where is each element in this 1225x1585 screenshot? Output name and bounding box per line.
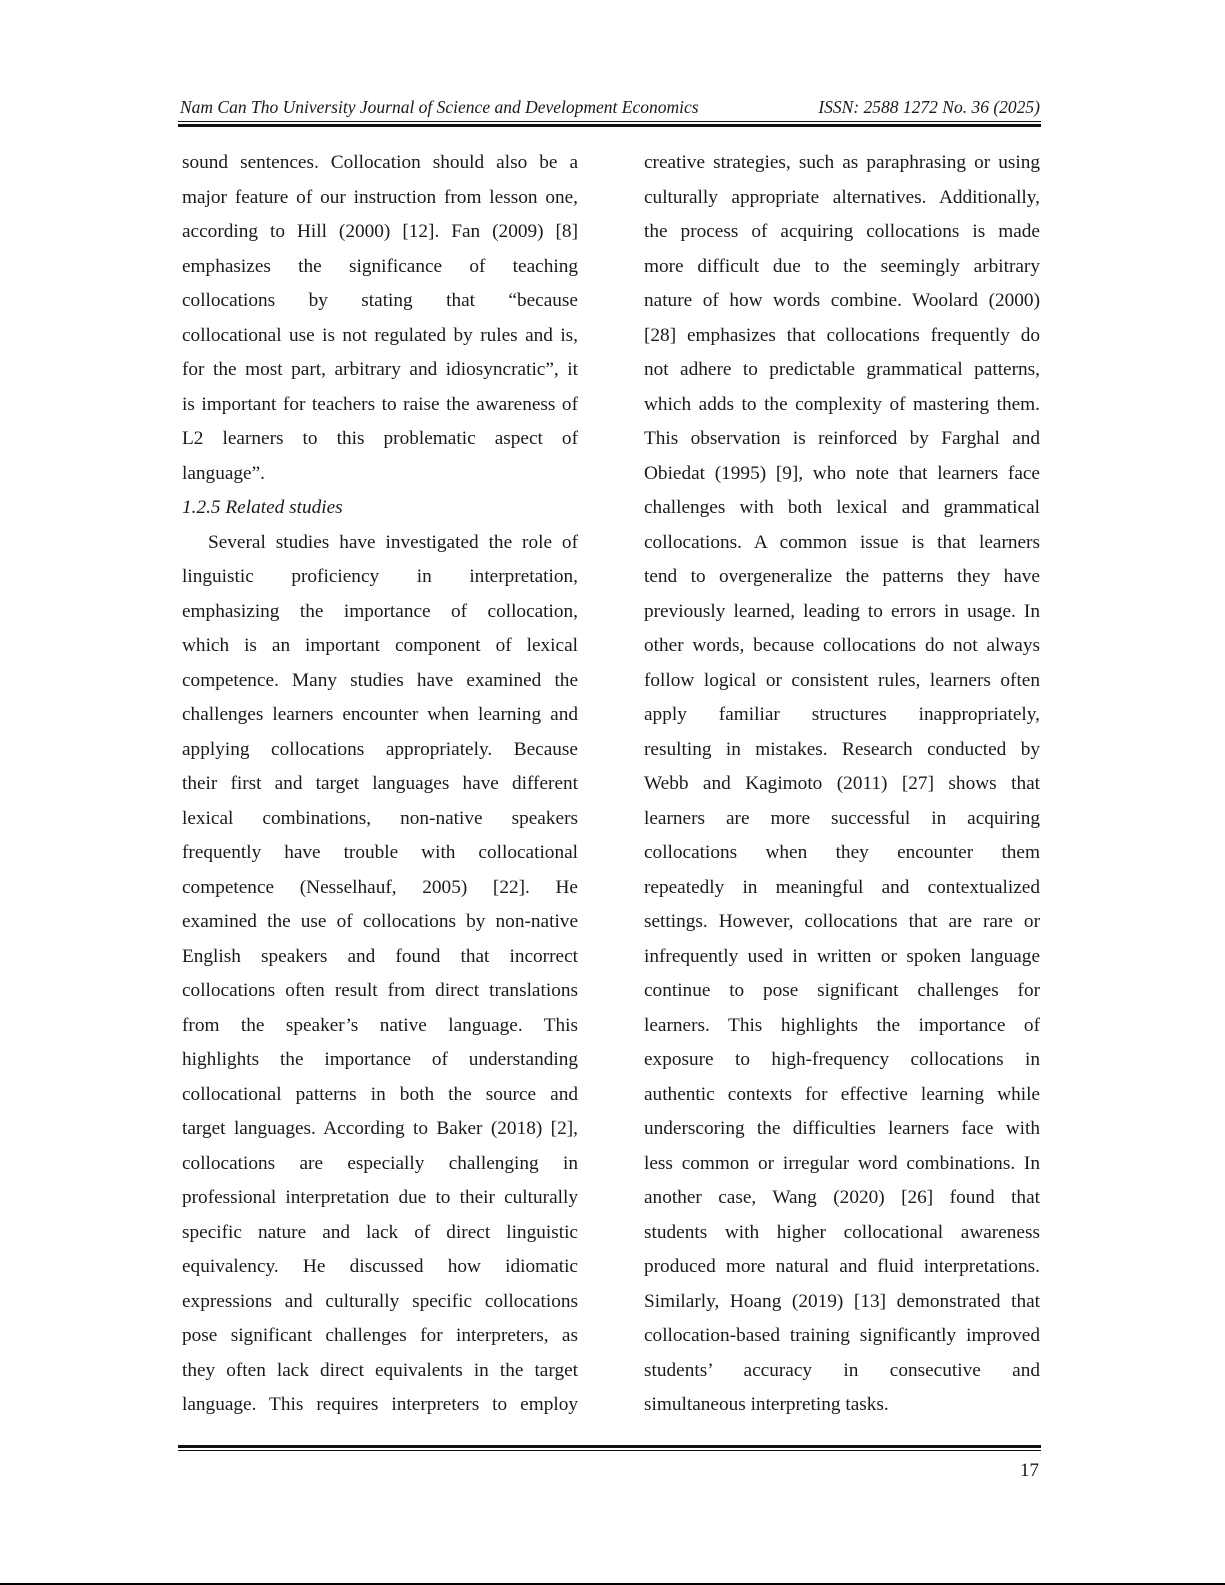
text-line: professional interpretation due to their culturally	[182, 1187, 578, 1208]
text-line: language. This requires interpreters to employ	[182, 1394, 578, 1415]
text-line: [28] emphasizes that collocations frequently do	[644, 324, 1040, 346]
text-line: students with higher collocational awareness	[644, 1221, 1040, 1243]
text-line: which is an important component of lexical	[182, 635, 578, 656]
text-line: collocations. A common issue is that learners	[644, 531, 1040, 553]
text-line: is important for teachers to raise the awareness of	[182, 393, 578, 415]
section-heading: 1.2.5 Related studies	[182, 497, 343, 518]
text-line: repeatedly in meaningful and contextualized	[644, 876, 1040, 898]
text-line: Obiedat (1995) [9], who note that learners face	[644, 462, 1040, 484]
text-line: equivalency. He discussed how idiomatic	[182, 1256, 578, 1277]
header-rule-thin	[178, 121, 1041, 122]
text-line: collocations often result from direct translations	[182, 980, 578, 1001]
text-line: apply familiar structures inappropriately,	[644, 704, 1040, 725]
text-line: pose significant challenges for interpreters, as	[182, 1325, 578, 1346]
text-line: continue to pose significant challenges for	[644, 980, 1040, 1001]
text-line: learners. This highlights the importance of	[644, 1014, 1040, 1036]
text-line: their first and target languages have different	[182, 773, 578, 794]
text-line: language”.	[182, 462, 265, 484]
text-line: collocations are especially challenging in	[182, 1152, 578, 1174]
text-line: another case, Wang (2020) [26] found that	[644, 1187, 1040, 1208]
text-line: challenges learners encounter when learning and	[182, 704, 578, 725]
header-rule-thick	[178, 124, 1041, 127]
text-line: nature of how words combine. Woolard (2000)	[644, 290, 1040, 311]
text-line: competence (Nesselhauf, 2005) [22]. He	[182, 876, 578, 898]
running-header	[180, 97, 1040, 119]
text-line: students’ accuracy in consecutive and	[644, 1359, 1040, 1381]
text-line: exposure to high-frequency collocations in	[644, 1049, 1040, 1070]
right-column	[644, 146, 1040, 1423]
text-line: linguistic proficiency in interpretation,	[182, 566, 578, 587]
text-line: for the most part, arbitrary and idiosyncratic”, it	[182, 359, 578, 380]
text-line: frequently have trouble with collocational	[182, 842, 578, 863]
text-line: emphasizes the significance of teaching	[182, 255, 578, 277]
text-line: highlights the importance of understanding	[182, 1049, 578, 1070]
text-line: other words, because collocations do not always	[644, 635, 1040, 656]
text-line: which adds to the complexity of mastering them.	[644, 393, 1040, 415]
footer-rule-thick	[178, 1445, 1041, 1448]
text-line: Several studies have investigated the role of	[208, 531, 578, 553]
text-line: infrequently used in written or spoken language	[644, 945, 1040, 967]
text-line: specific nature and lack of direct linguistic	[182, 1221, 578, 1243]
text-line: less common or irregular word combinations. In	[644, 1152, 1040, 1174]
text-line: underscoring the difficulties learners face with	[644, 1118, 1040, 1139]
text-line: previously learned, leading to errors in usage. In	[644, 600, 1040, 622]
footer-rule-thin	[178, 1450, 1041, 1451]
page-number: 17	[1020, 1460, 1039, 1481]
text-line: more difficult due to the seemingly arbitrary	[644, 255, 1040, 277]
text-line: collocations by stating that “because	[182, 290, 578, 311]
text-line: lexical combinations, non-native speakers	[182, 807, 578, 829]
text-line: English speakers and found that incorrect	[182, 945, 578, 967]
text-line: competence. Many studies have examined the	[182, 669, 578, 691]
text-line: expressions and culturally specific collocations	[182, 1290, 578, 1312]
text-line: resulting in mistakes. Research conducted by	[644, 738, 1040, 760]
text-line: follow logical or consistent rules, learners often	[644, 669, 1040, 691]
journal-title: Nam Can Tho University Journal of Science and Development Economics	[180, 97, 699, 117]
text-line: collocational use is not regulated by rules and is,	[182, 324, 578, 346]
text-line: collocations when they encounter them	[644, 842, 1040, 863]
paragraph-collocation-teaching	[182, 146, 578, 491]
text-line: tend to overgeneralize the patterns they have	[644, 566, 1040, 587]
text-line: Similarly, Hoang (2019) [13] demonstrated that	[644, 1290, 1040, 1312]
text-line: Webb and Kagimoto (2011) [27] shows that	[644, 773, 1040, 794]
issn-issue: ISSN: 2588 1272 No. 36 (2025)	[818, 97, 1040, 117]
text-line: they often lack direct equivalents in the target	[182, 1359, 578, 1381]
text-line: creative strategies, such as paraphrasing or using	[644, 152, 1040, 173]
text-line: This observation is reinforced by Farghal and	[644, 428, 1040, 449]
text-line: L2 learners to this problematic aspect of	[182, 428, 578, 449]
text-line: collocation-based training significantly improved	[644, 1325, 1040, 1346]
text-line: challenges with both lexical and grammatical	[644, 497, 1040, 518]
text-line: authentic contexts for effective learning while	[644, 1083, 1040, 1105]
text-line: sound sentences. Collocation should also be a	[182, 152, 578, 173]
text-line: produced more natural and fluid interpretations.	[644, 1256, 1040, 1277]
paragraph-related-studies	[182, 526, 578, 1423]
text-line: the process of acquiring collocations is made	[644, 221, 1040, 242]
text-line: major feature of our instruction from lesson one,	[182, 186, 578, 208]
text-line: simultaneous interpreting tasks.	[644, 1394, 889, 1415]
text-line: according to Hill (2000) [12]. Fan (2009) [8]	[182, 221, 578, 242]
text-line: settings. However, collocations that are rare or	[644, 911, 1040, 932]
text-line: learners are more successful in acquiring	[644, 807, 1040, 829]
text-line: not adhere to predictable grammatical patterns,	[644, 359, 1040, 380]
text-line: from the speaker’s native language. This	[182, 1014, 578, 1036]
text-line: culturally appropriate alternatives. Additionally,	[644, 186, 1040, 208]
text-line: applying collocations appropriately. Because	[182, 738, 578, 760]
left-column	[182, 146, 578, 1423]
text-line: collocational patterns in both the source and	[182, 1083, 578, 1105]
text-line: target languages. According to Baker (2018) [2],	[182, 1118, 578, 1139]
text-line: emphasizing the importance of collocation,	[182, 600, 578, 622]
text-line: examined the use of collocations by non-native	[182, 911, 578, 932]
